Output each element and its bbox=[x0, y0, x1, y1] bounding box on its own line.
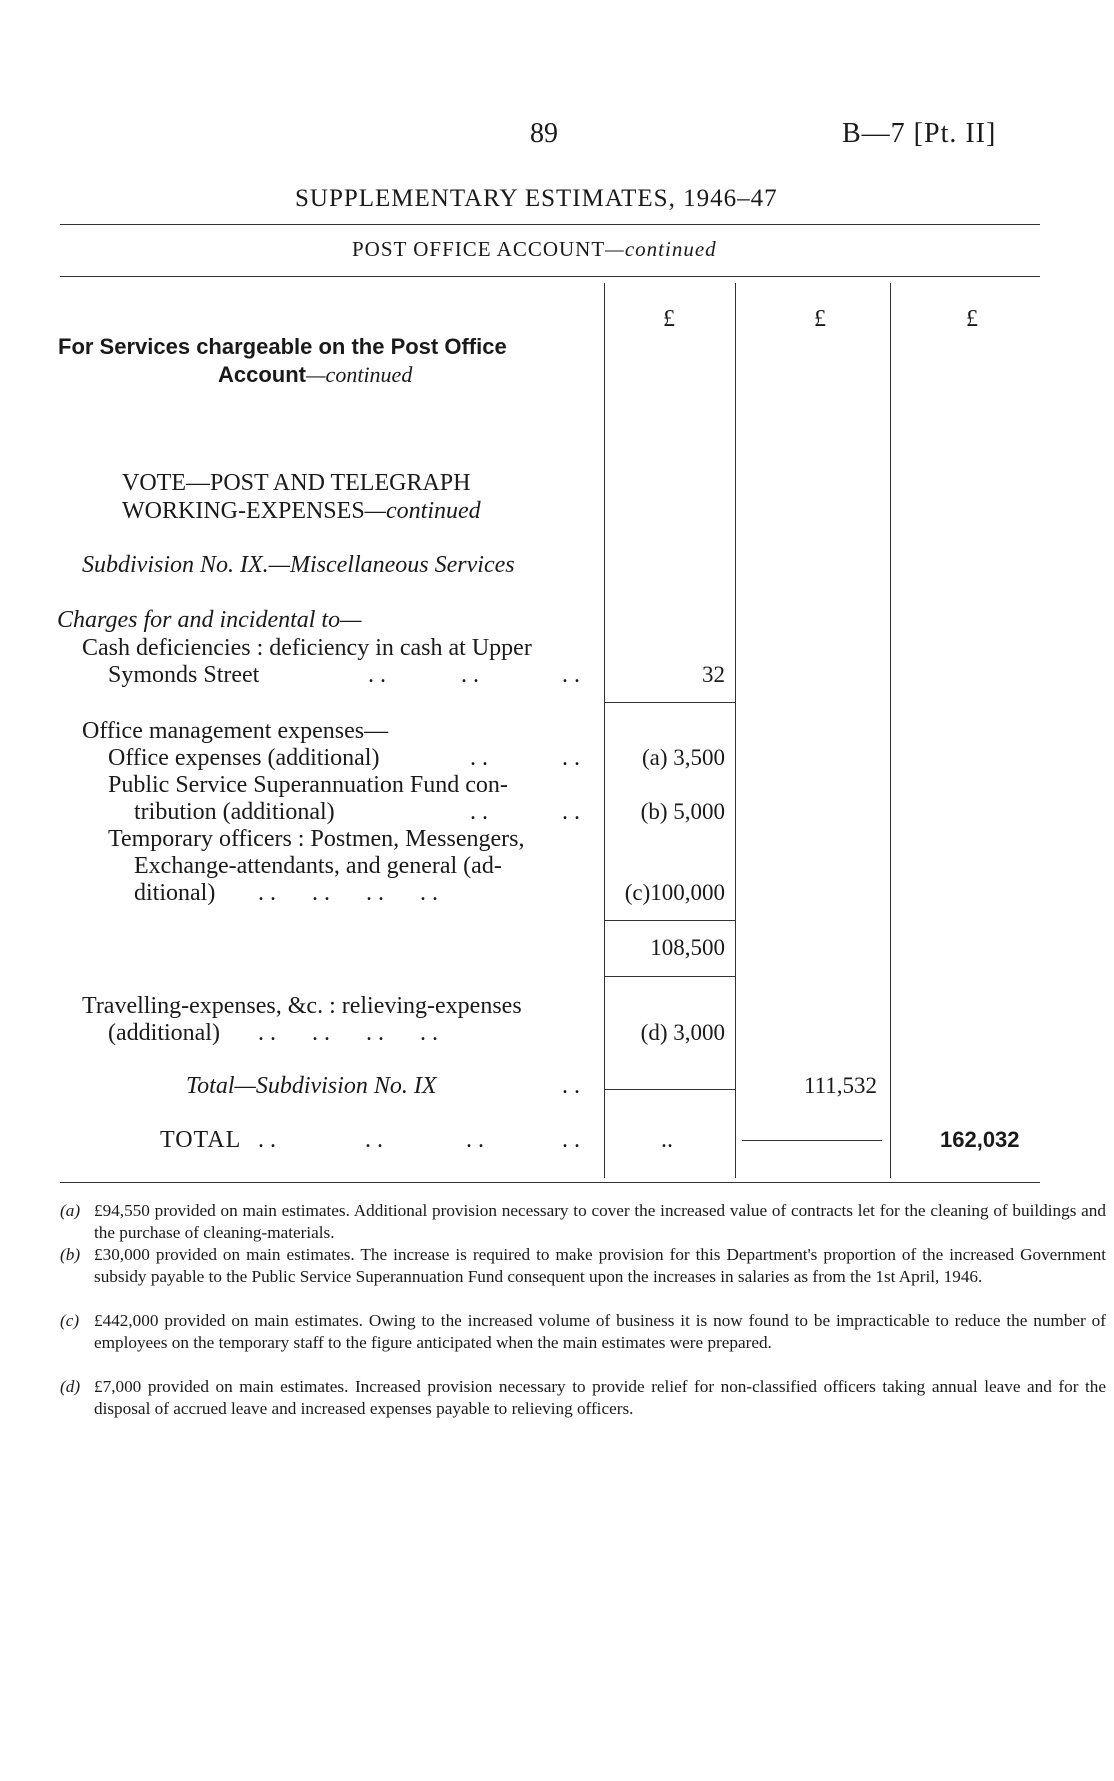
temp-line3: ditional) bbox=[134, 880, 216, 906]
office-subtotal: 108,500 bbox=[650, 935, 725, 960]
column-rule-1 bbox=[604, 283, 605, 1178]
page-title: SUPPLEMENTARY ESTIMATES, 1946–47 bbox=[295, 185, 778, 212]
footnote-c-label: (c) bbox=[60, 1311, 80, 1330]
cash-line1: Cash deficiencies : deficiency in cash at Upper bbox=[82, 635, 532, 661]
travel-leader: . . . . . . . . bbox=[258, 1020, 438, 1046]
office-rule-top bbox=[604, 920, 735, 921]
footnote-a-text: £94,550 provided on main estimates. Additional provision necessary to cover the increased value of contracts let for the cleaning of buildings and the purchase of cleaning-materials. bbox=[94, 1201, 1106, 1242]
office-exp-leader-a: . . bbox=[470, 745, 488, 771]
total-leader-d: . . bbox=[562, 1127, 580, 1153]
title-rule bbox=[60, 224, 1040, 225]
account-subtitle-text: POST OFFICE ACCOUNT bbox=[352, 237, 606, 261]
footnote-b-label: (b) bbox=[60, 1245, 81, 1264]
account-subtitle-cont: —continued bbox=[605, 237, 717, 261]
cash-leader-b: . . bbox=[461, 662, 479, 688]
column-rule-3 bbox=[890, 283, 891, 1178]
temp-amount: (c)100,000 bbox=[624, 880, 725, 905]
psf-leader-a: . . bbox=[470, 799, 488, 825]
subtotal-amount: 111,532 bbox=[803, 1073, 877, 1098]
office-rule-bottom bbox=[604, 976, 735, 977]
subdivision-heading: Subdivision No. IX.—Miscellaneous Services bbox=[82, 552, 515, 578]
psf-line1: Public Service Superannuation Fund con- bbox=[108, 772, 508, 798]
psf-amount: (b) 5,000 bbox=[640, 799, 725, 824]
stub-heading-line2 bbox=[218, 362, 412, 388]
stub-heading-cont: —continued bbox=[306, 362, 413, 387]
footnote-a-label: (a) bbox=[60, 1201, 81, 1220]
office-exp-label: Office expenses (additional) bbox=[108, 745, 380, 771]
column-currency-2: £ bbox=[814, 306, 826, 332]
travel-amount: (d) 3,000 bbox=[640, 1020, 725, 1045]
page-reference: B—7 [Pt. II] bbox=[842, 118, 997, 149]
office-exp-amount: (a) 3,500 bbox=[641, 745, 725, 770]
subtotal-label: Total—Subdivision No. IX bbox=[186, 1073, 437, 1099]
footnote-d-text: £7,000 provided on main estimates. Increased provision necessary to provide relief for non-classified officers taking annual leave and for the disposal of accrued leave and increased expenses payable to relieving officers. bbox=[94, 1377, 1106, 1418]
office-heading: Office management expenses— bbox=[82, 718, 389, 744]
temp-leader: . . . . . . . . bbox=[258, 880, 438, 906]
footnote-b-text: £30,000 provided on main estimates. The increase is required to make provision for this Department's proportion of the increased Government subsidy payable to the Public Service Superannuation Fund consequent upon the increases in salaries as from the 1st April, 1946. bbox=[94, 1245, 1106, 1286]
table-bottom-rule bbox=[60, 1182, 1040, 1183]
cash-rule bbox=[604, 702, 735, 703]
total-label: TOTAL bbox=[160, 1127, 242, 1153]
vote-heading-line1: VOTE—POST AND TELEGRAPH bbox=[122, 470, 471, 496]
total-leader-b: . . bbox=[365, 1127, 383, 1153]
temp-line2: Exchange-attendants, and general (ad- bbox=[134, 853, 502, 879]
travel-line2: (additional) bbox=[108, 1020, 220, 1046]
cash-amount: 32 bbox=[702, 662, 725, 687]
cash-line2: Symonds Street bbox=[108, 662, 260, 688]
column-currency-1: £ bbox=[663, 306, 675, 332]
subtotal-rule bbox=[604, 1089, 735, 1090]
travel-line1: Travelling-expenses, &c. : relieving-expenses bbox=[82, 993, 522, 1019]
vote-heading-cont: —continued bbox=[364, 498, 481, 524]
total-leader-a: . . bbox=[258, 1127, 276, 1153]
account-subtitle bbox=[352, 237, 717, 262]
grand-total-amount: 162,032 bbox=[940, 1127, 1020, 1152]
table-top-rule bbox=[60, 276, 1040, 277]
psf-leader-b: . . bbox=[562, 799, 580, 825]
psf-line2: tribution (additional) bbox=[134, 799, 335, 825]
subtotal-leader: . . bbox=[562, 1073, 580, 1099]
cash-leader: . . bbox=[368, 662, 386, 688]
charges-heading: Charges for and incidental to— bbox=[57, 607, 362, 633]
temp-line1: Temporary officers : Postmen, Messengers, bbox=[108, 826, 525, 852]
footnote-c-text: £442,000 provided on main estimates. Owing to the increased volume of business it is now found to be impracticable to reduce the number of employees on the temporary staff to the figure anticipated when the main estimates were prepared. bbox=[94, 1311, 1106, 1352]
stub-heading-line1: For Services chargeable on the Post Office bbox=[58, 334, 507, 359]
vote-heading-expenses: WORKING-EXPENSES bbox=[122, 498, 365, 524]
office-exp-leader-b: . . bbox=[562, 745, 580, 771]
footnote-d-label: (d) bbox=[60, 1377, 81, 1396]
total-leader-c: . . bbox=[466, 1127, 484, 1153]
total-col1-dots: .. bbox=[661, 1127, 673, 1153]
cash-leader-c: . . bbox=[562, 662, 580, 688]
total-rule-col2 bbox=[742, 1140, 882, 1141]
column-currency-3: £ bbox=[966, 306, 978, 332]
stub-heading-account: Account bbox=[218, 362, 306, 387]
page-number: 89 bbox=[530, 118, 558, 149]
vote-heading-line2 bbox=[122, 498, 481, 525]
column-rule-2 bbox=[735, 283, 736, 1178]
